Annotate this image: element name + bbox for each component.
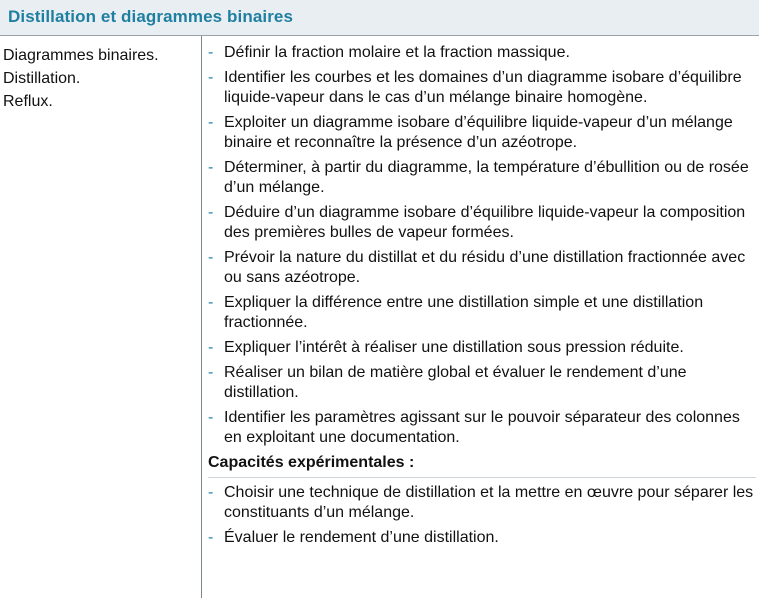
dash-marker: - (208, 409, 214, 426)
dash-marker: - (208, 364, 214, 381)
capacity-text: Déterminer, à partir du diagramme, la température d’ébullition ou de rosée d’un mélange. (224, 159, 749, 196)
capacity-item (208, 43, 756, 63)
notion-item: Distillation. (3, 70, 81, 87)
dash-marker: - (208, 204, 214, 221)
notion-item: Diagrammes binaires. (3, 47, 159, 64)
content-table (0, 36, 759, 598)
experimental-item (208, 483, 756, 523)
capacity-item (208, 363, 756, 403)
section-title: Distillation et diagrammes binaires (8, 7, 294, 26)
capacity-text: Réaliser un bilan de matière global et évaluer le rendement d’une distillation. (224, 364, 687, 401)
capacity-item (208, 248, 756, 288)
dash-marker: - (208, 294, 214, 311)
capacity-text: Définir la fraction molaire et la fraction massique. (224, 44, 570, 61)
capacity-text: Identifier les courbes et les domaines d’un diagramme isobare d’équilibre liquide-vapeur dans le cas d’un mélange binaire homogène. (224, 69, 742, 106)
column-divider (201, 36, 202, 598)
capacities-column (208, 43, 756, 553)
notion-item: Reflux. (3, 93, 53, 110)
dash-marker: - (208, 44, 214, 61)
capacity-item (208, 68, 756, 108)
capacity-item (208, 408, 756, 448)
divider (208, 477, 756, 478)
capacity-text: Expliquer l’intérêt à réaliser une distillation sous pression réduite. (224, 339, 684, 356)
dash-marker: - (208, 159, 214, 176)
capacity-text: Exploiter un diagramme isobare d’équilibre liquide-vapeur d’un mélange binaire et reconnaître la présence d’un azéotrope. (224, 114, 733, 151)
capacity-text: Expliquer la différence entre une distillation simple et une distillation fractionnée. (224, 294, 704, 331)
experimental-text: Choisir une technique de distillation et la mettre en œuvre pour séparer les constituants d’un mélange. (224, 484, 754, 521)
capacity-item (208, 158, 756, 198)
dash-marker: - (208, 484, 214, 501)
dash-marker: - (208, 339, 214, 356)
experimental-text: Évaluer le rendement d’une distillation. (224, 529, 499, 546)
capacity-item (208, 203, 756, 243)
dash-marker: - (208, 529, 214, 546)
capacity-item (208, 338, 756, 358)
capacity-item (208, 113, 756, 153)
experimental-subheading: Capacités expérimentales : (208, 454, 415, 471)
capacity-text: Identifier les paramètres agissant sur le pouvoir séparateur des colonnes en exploitant une documentation. (224, 409, 740, 446)
capacity-item (208, 293, 756, 333)
dash-marker: - (208, 69, 214, 86)
dash-marker: - (208, 114, 214, 131)
section-header (0, 0, 759, 36)
notions-column (3, 44, 199, 113)
experimental-item (208, 528, 756, 548)
dash-marker: - (208, 249, 214, 266)
capacity-text: Déduire d’un diagramme isobare d’équilibre liquide-vapeur la composition des premières bulles de vapeur formées. (224, 204, 746, 241)
capacity-text: Prévoir la nature du distillat et du résidu d’une distillation fractionnée avec ou sans azéotrope. (224, 249, 746, 286)
